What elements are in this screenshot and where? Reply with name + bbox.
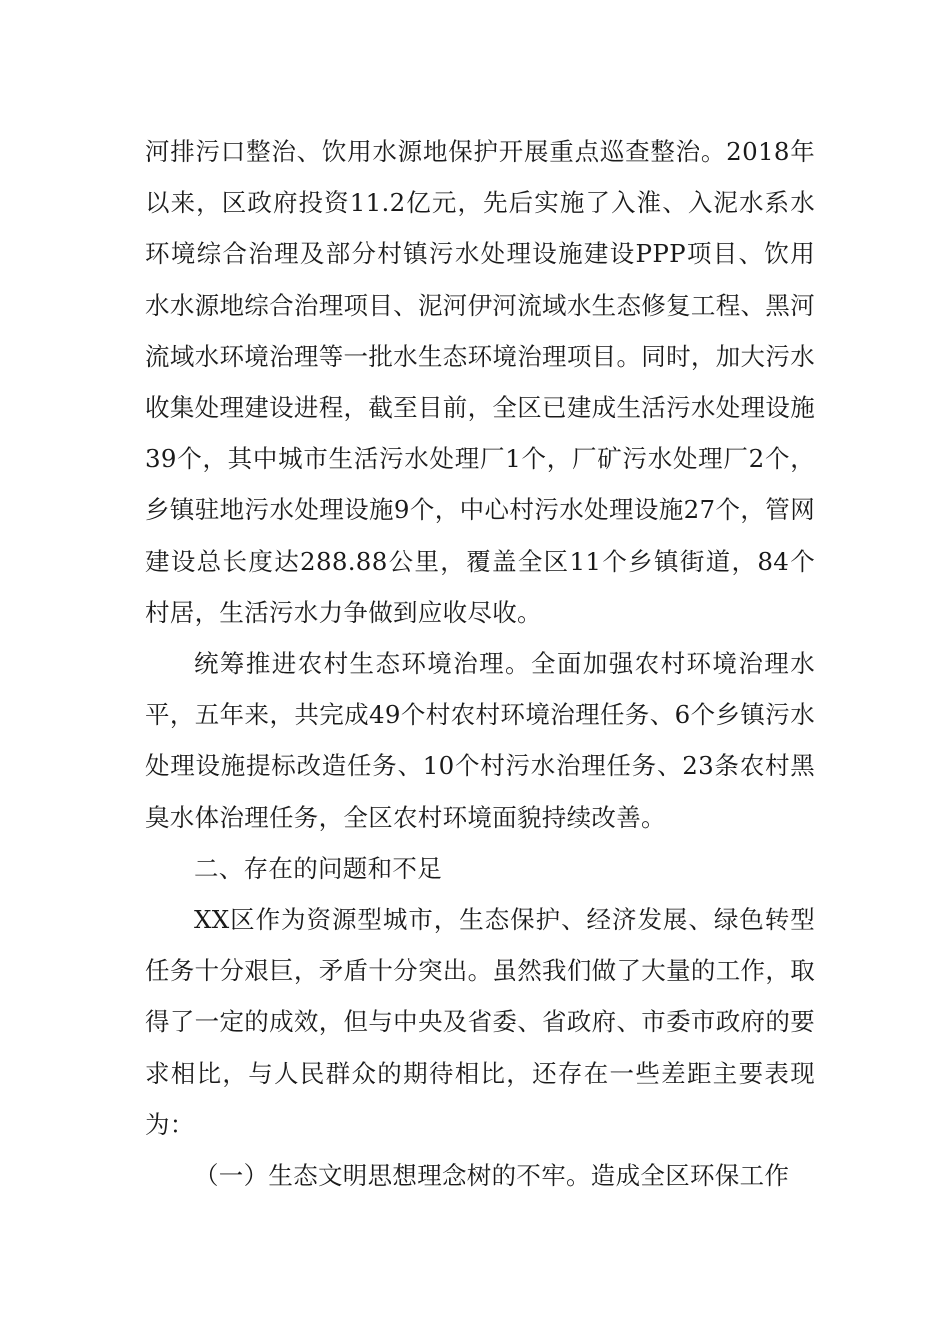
paragraph-rural-environment: 统筹推进农村生态环境治理。全面加强农村环境治理水平，五年来，共完成49个村农村环境治理任务、6个乡镇污水处理设施提标改造任务、10个村污水治理任务、23条农村黑臭水体治理任务，全区农村环境面貌持续改善。: [145, 649, 815, 832]
paragraph-item-one: （一）生态文明思想理念树的不牢。造成全区环保工作: [194, 1161, 790, 1191]
paragraph-sewage-treatment: 河排污口整治、饮用水源地保护开展重点巡查整治。2018年以来，区政府投资11.2亿元，先后实施了入淮、入泥水系水环境综合治理及部分村镇污水处理设施建设PPP项目、饮用水水源地综合治理项目、泥河伊河流域水生态修复工程、黑河流域水环境治理等一批水生态环境治理项目。同时，加大污水收集处理建设进程，截至目前，全区已建成生活污水处理设施39个，其中城市生活污水处理厂1个，厂矿污水处理厂2个，乡镇驻地污水处理设施9个，中心村污水处理设施27个，管网建设总长度达288.88公里，覆盖全区11个乡镇街道，84个村居，生活污水力争做到应收尽收。: [145, 137, 815, 627]
section-heading-problems: 二、存在的问题和不足: [194, 853, 442, 883]
document-body: [145, 126, 815, 1201]
paragraph-problems-overview: XX区作为资源型城市，生态保护、经济发展、绿色转型任务十分艰巨，矛盾十分突出。虽然我们做了大量的工作，取得了一定的成效，但与中央及省委、省政府、市委市政府的要求相比，与人民群众的期待相比，还存在一些差距主要表现为：: [145, 905, 815, 1139]
